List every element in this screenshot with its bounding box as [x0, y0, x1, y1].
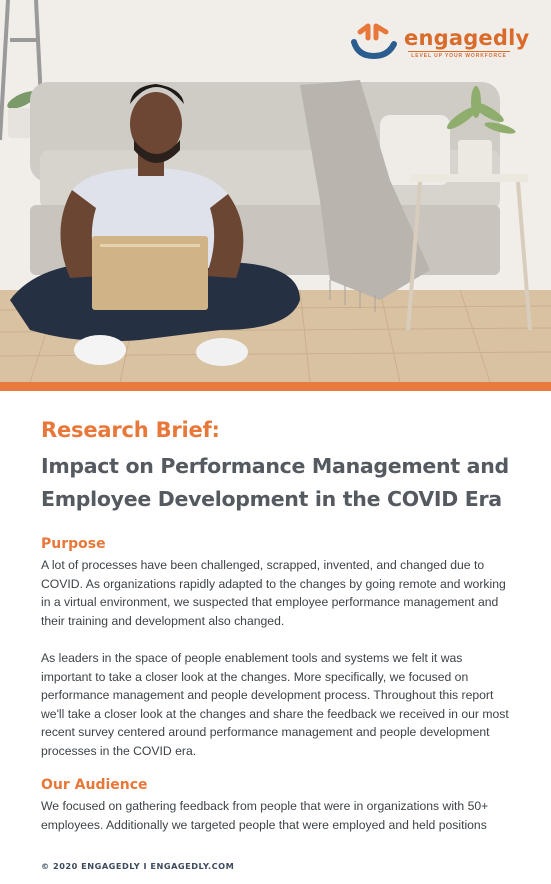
purpose-paragraph-2: As leaders in the space of people enablement tools and systems we felt it was important to take a closer look at the changes. More specifically, we focused on performance management and people development process. Throughout this report we'll take a closer look at the changes and share the feedback we received in our most recent survey centered around performance management and people development processes in the COVID era. [41, 651, 509, 758]
research-brief-label: Research Brief: [41, 418, 220, 442]
audience-heading: Our Audience [41, 777, 148, 793]
hero-photo [0, 0, 551, 382]
logo-tagline: LEVEL UP YOUR WORKFORCE [408, 51, 510, 59]
engagedly-logo[interactable] [348, 22, 530, 62]
page-title: Impact on Performance Management and Employee Development in the COVID Era [41, 454, 509, 511]
audience-paragraph: We focused on gathering feedback from people that were in organizations with 50+ employees. Additionally we targeted people that were employed and held positions [41, 799, 489, 832]
logo-wordmark: engagedly [404, 26, 530, 50]
engagedly-logo-mark-icon [348, 22, 402, 62]
footer-copyright: © 2020 ENGAGEDLY I ENGAGEDLY.COM [41, 861, 235, 871]
orange-divider-bar [0, 382, 551, 391]
purpose-paragraph-1: A lot of processes have been challenged, scrapped, invented, and changed due to COVID. As organizations rapidly adapted to the changes by going remote and working in a virtual environment, we suspected that employee performance management and their training and development also changed. [41, 558, 506, 628]
purpose-heading: Purpose [41, 536, 106, 552]
